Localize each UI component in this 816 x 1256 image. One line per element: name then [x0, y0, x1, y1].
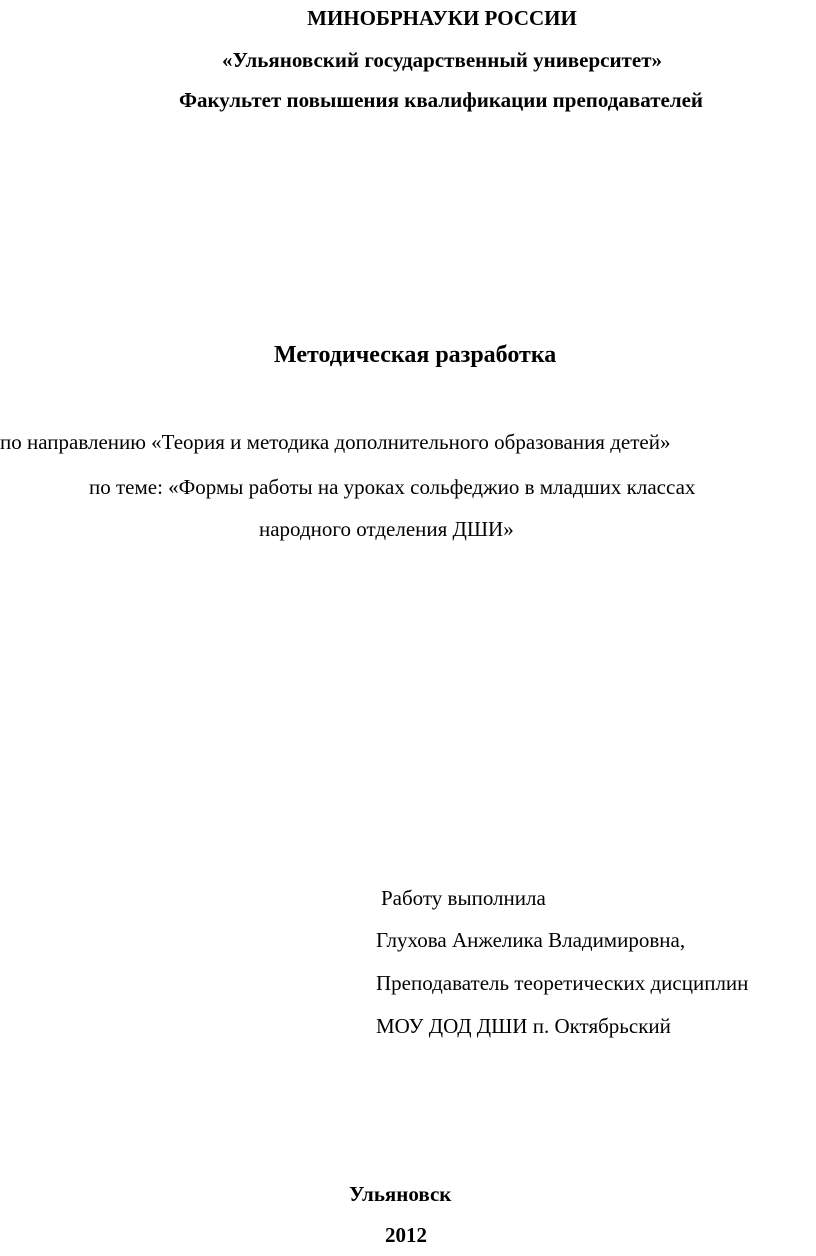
direction-line: по направлению «Теория и методика дополнительного образования детей» — [0, 430, 671, 454]
author-name: Глухова Анжелика Владимировна, — [376, 928, 686, 952]
ministry-heading: МИНОБРНАУКИ РОССИИ — [307, 6, 577, 30]
topic-line-1: по теме: «Формы работы на уроках сольфеджио в младших классах — [89, 475, 696, 499]
city: Ульяновск — [349, 1182, 452, 1206]
topic-line-2: народного отделения ДШИ» — [259, 517, 514, 541]
year: 2012 — [385, 1223, 427, 1247]
university-heading: «Ульяновский государственный университет» — [221, 48, 663, 72]
author-organization: МОУ ДОД ДШИ п. Октябрьский — [376, 1014, 671, 1038]
faculty-heading: Факультет повышения квалификации преподавателей — [178, 88, 704, 112]
author-performed-label: Работу выполнила — [381, 886, 546, 910]
document-title: Методическая разработка — [274, 342, 557, 368]
author-position: Преподаватель теоретических дисциплин — [376, 971, 749, 995]
